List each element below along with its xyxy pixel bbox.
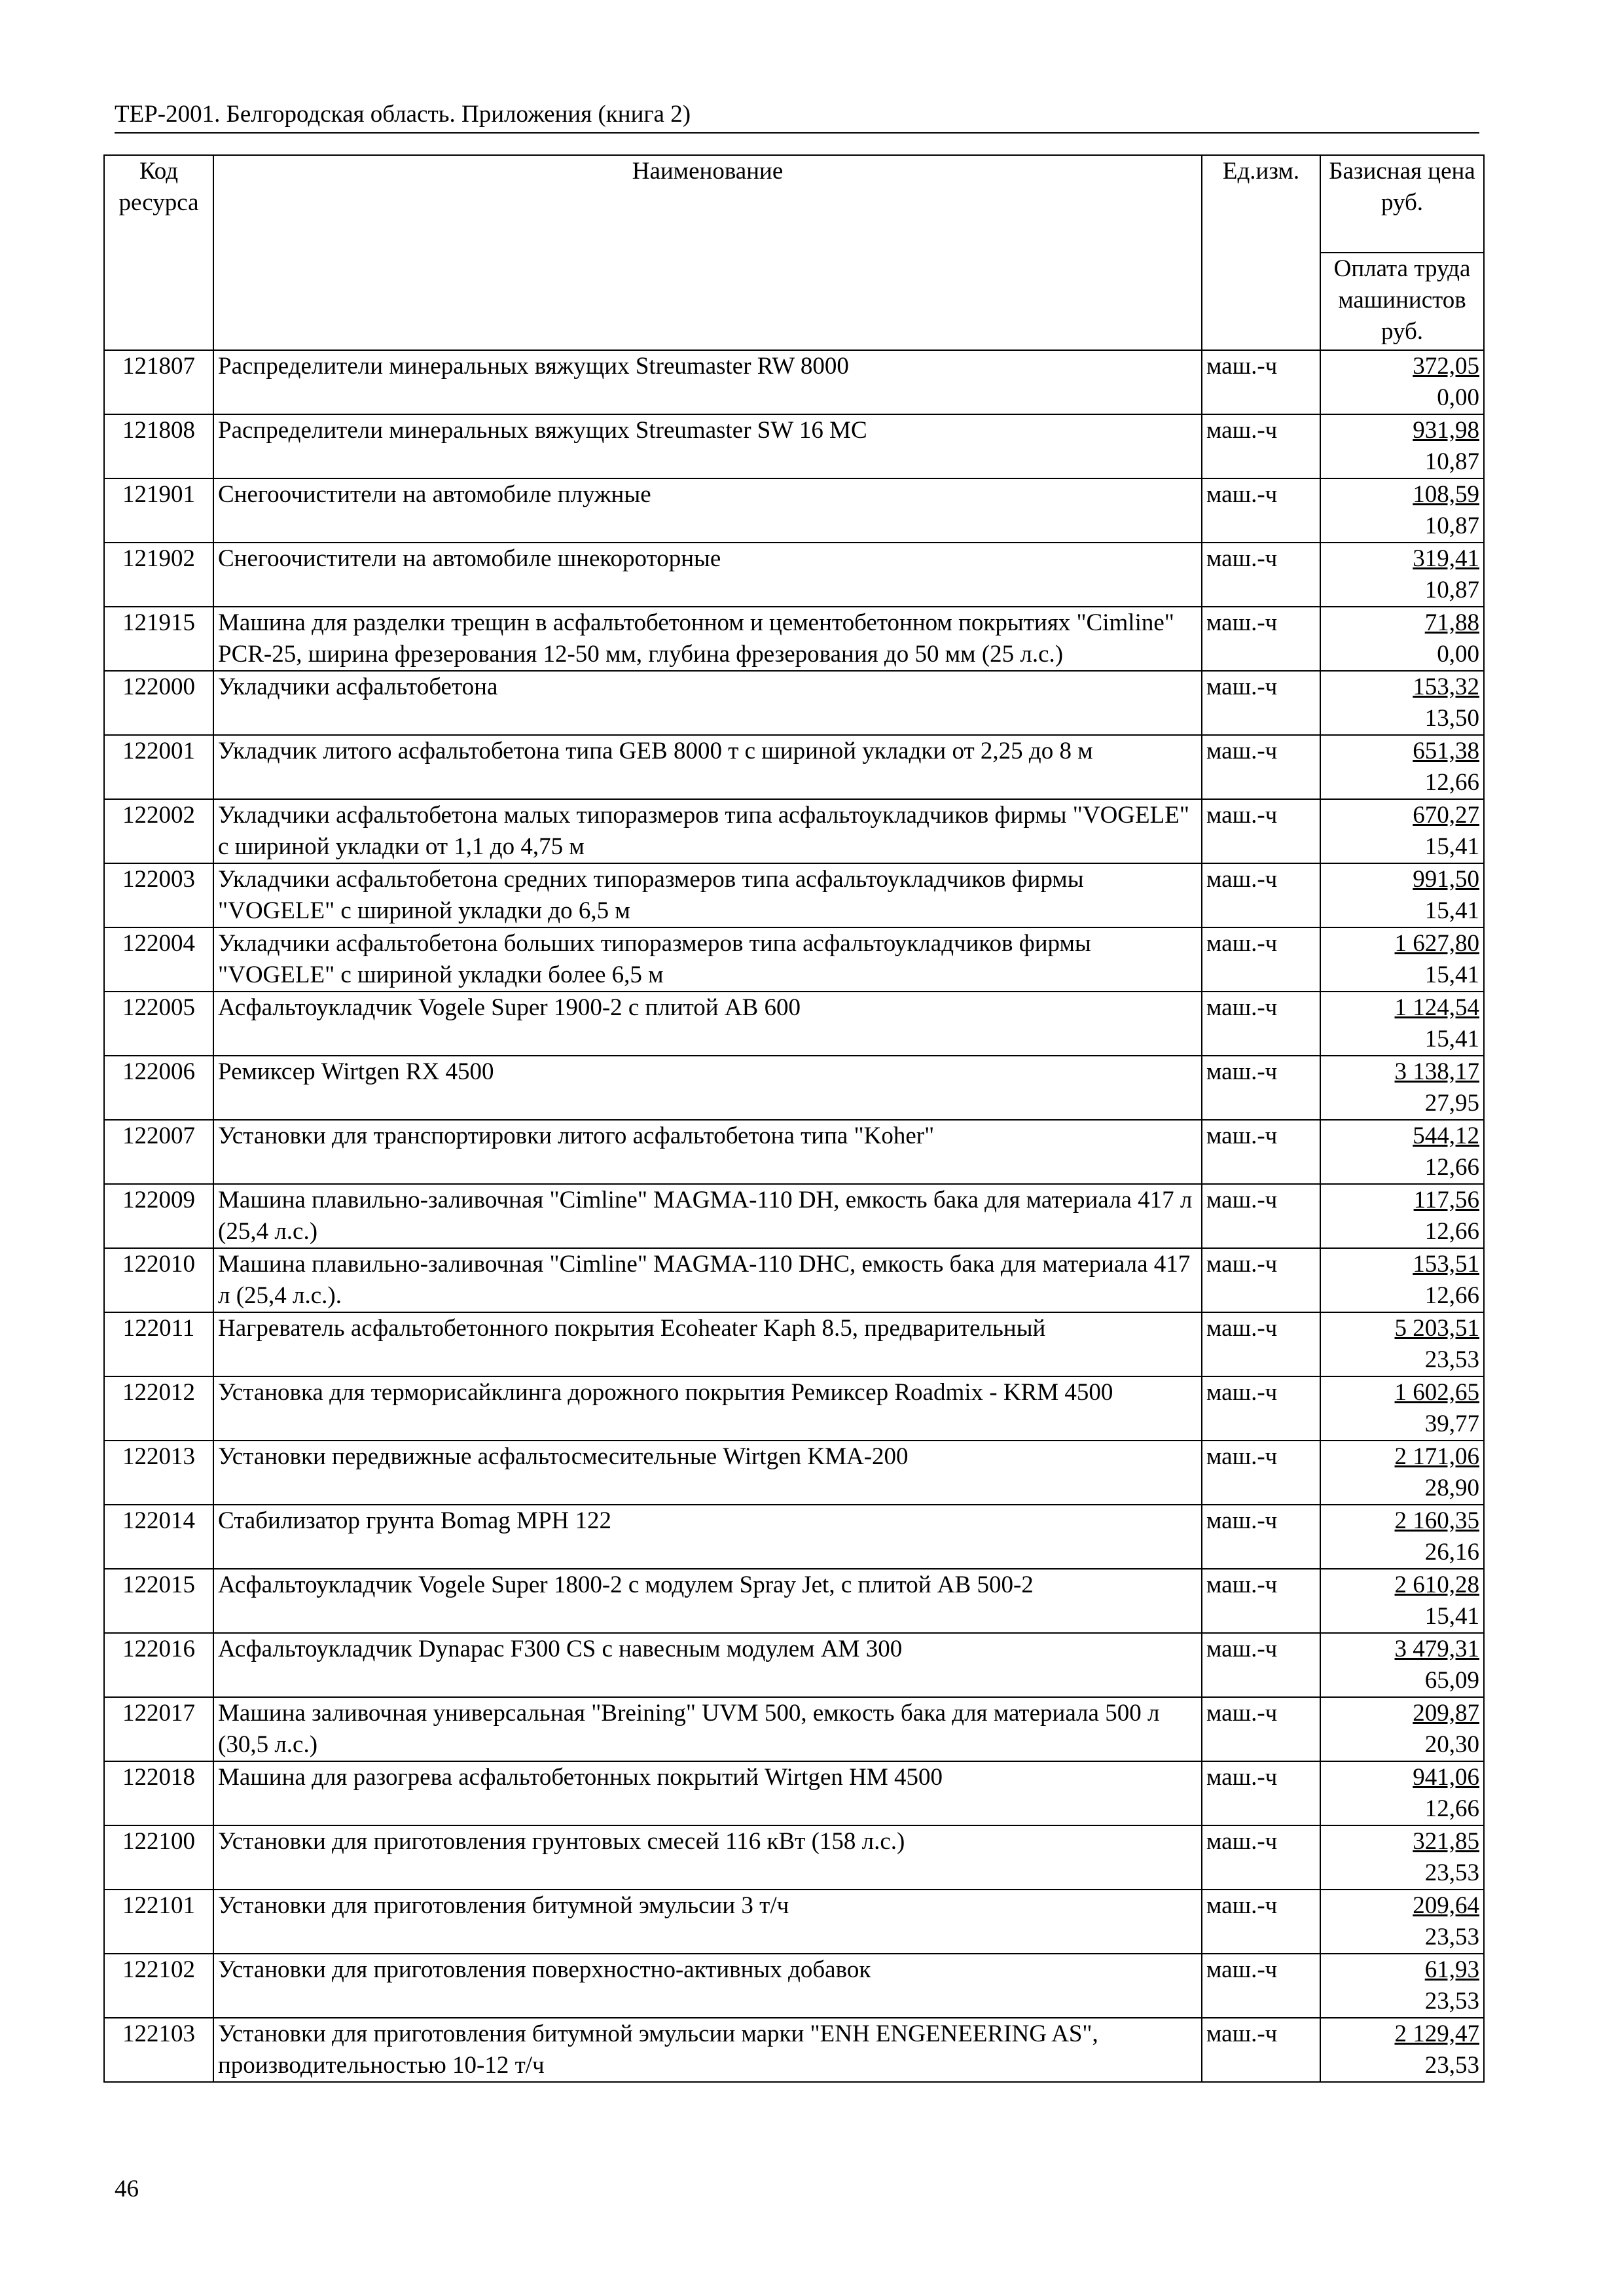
base-price: 321,85	[1413, 1828, 1479, 1855]
resource-prices	[1320, 1825, 1484, 1890]
resource-code: 122010	[104, 1248, 213, 1312]
table-row	[104, 671, 1484, 735]
resource-name: Установки для приготовления поверхностно-активных добавок	[213, 1954, 1202, 2018]
resource-code: 122005	[104, 992, 213, 1056]
base-price: 991,50	[1413, 866, 1479, 893]
resource-code: 122007	[104, 1120, 213, 1184]
table-row	[104, 1248, 1484, 1312]
operator-wage: 13,50	[1424, 705, 1479, 732]
resource-unit: маш.-ч	[1202, 1505, 1320, 1569]
table-row	[104, 1184, 1484, 1248]
resource-unit: маш.-ч	[1202, 863, 1320, 927]
resource-prices	[1320, 1248, 1484, 1312]
resource-name: Укладчик литого асфальтобетона типа GEB 8000 т с шириной укладки от 2,25 до 8 м	[213, 735, 1202, 799]
resource-prices	[1320, 1761, 1484, 1825]
resource-prices	[1320, 1120, 1484, 1184]
resource-unit: маш.-ч	[1202, 414, 1320, 478]
base-price: 1 124,54	[1394, 994, 1479, 1021]
operator-wage: 39,77	[1424, 1410, 1479, 1437]
base-price: 3 479,31	[1394, 1636, 1479, 1662]
operator-wage: 26,16	[1424, 1539, 1479, 1566]
resource-code: 122017	[104, 1697, 213, 1761]
operator-wage: 23,53	[1424, 1924, 1479, 1950]
resource-unit: маш.-ч	[1202, 1120, 1320, 1184]
table-row	[104, 863, 1484, 927]
table-row	[104, 1569, 1484, 1633]
resource-code: 121901	[104, 478, 213, 543]
base-price: 3 138,17	[1394, 1058, 1479, 1085]
operator-wage: 23,53	[1424, 1346, 1479, 1373]
resource-code: 122003	[104, 863, 213, 927]
base-price: 931,98	[1413, 417, 1479, 444]
operator-wage: 10,87	[1424, 512, 1479, 539]
resource-unit: маш.-ч	[1202, 1569, 1320, 1633]
base-price: 372,05	[1413, 353, 1479, 380]
table-row	[104, 350, 1484, 414]
table-row	[104, 1312, 1484, 1376]
base-price: 1 627,80	[1394, 930, 1479, 957]
table-row	[104, 1761, 1484, 1825]
resource-code: 121915	[104, 607, 213, 671]
table-row	[104, 1056, 1484, 1120]
resource-name: Установки передвижные асфальтосмесительные Wirtgen KMA-200	[213, 1441, 1202, 1505]
base-price: 2 129,47	[1394, 2020, 1479, 2047]
page-number: 46	[115, 2176, 139, 2202]
base-price: 651,38	[1413, 738, 1479, 764]
resource-name: Установки для приготовления грунтовых смесей 116 кВт (158 л.с.)	[213, 1825, 1202, 1890]
column-header-wage: Оплата труда машинистов руб.	[1320, 253, 1484, 350]
resource-name: Стабилизатор грунта Bomag MPH 122	[213, 1505, 1202, 1569]
resource-unit: маш.-ч	[1202, 799, 1320, 863]
base-price: 1 602,65	[1394, 1379, 1479, 1406]
operator-wage: 23,53	[1424, 1988, 1479, 2015]
resource-name: Машина заливочная универсальная "Breining" UVM 500, емкость бака для материала 500 л (30,5 л.с.)	[213, 1697, 1202, 1761]
resource-name: Асфальтоукладчик Dynapac F300 CS с навесным модулем AM 300	[213, 1633, 1202, 1697]
resource-prices	[1320, 863, 1484, 927]
table-row	[104, 1825, 1484, 1890]
base-price: 2 610,28	[1394, 1571, 1479, 1598]
resource-unit: маш.-ч	[1202, 992, 1320, 1056]
resource-unit: маш.-ч	[1202, 1312, 1320, 1376]
resource-unit: маш.-ч	[1202, 350, 1320, 414]
resource-code: 122101	[104, 1890, 213, 1954]
resource-code: 121902	[104, 543, 213, 607]
resource-name: Ремиксер Wirtgen RX 4500	[213, 1056, 1202, 1120]
operator-wage: 15,41	[1424, 833, 1479, 860]
resource-unit: маш.-ч	[1202, 1441, 1320, 1505]
resource-prices	[1320, 735, 1484, 799]
resource-name: Асфальтоукладчик Vogele Super 1900-2 с плитой AB 600	[213, 992, 1202, 1056]
resource-name: Установки для транспортировки литого асфальтобетона типа "Koher"	[213, 1120, 1202, 1184]
resource-code: 122016	[104, 1633, 213, 1697]
resource-name: Установки для приготовления битумной эмульсии 3 т/ч	[213, 1890, 1202, 1954]
page-header: ТЕР-2001. Белгородская область. Приложения (книга 2)	[115, 98, 1479, 134]
base-price: 5 203,51	[1394, 1315, 1479, 1342]
resource-code: 122009	[104, 1184, 213, 1248]
operator-wage: 15,41	[1424, 897, 1479, 924]
resource-unit: маш.-ч	[1202, 1376, 1320, 1441]
resource-prices	[1320, 414, 1484, 478]
operator-wage: 23,53	[1424, 1859, 1479, 1886]
operator-wage: 0,00	[1437, 641, 1479, 668]
base-price: 319,41	[1413, 545, 1479, 572]
resource-name: Машина плавильно-заливочная "Cimline" MAGMA-110 DHC, емкость бака для материала 417 л (25,4 л.с.).	[213, 1248, 1202, 1312]
resource-name: Машина плавильно-заливочная "Cimline" MAGMA-110 DH, емкость бака для материала 417 л (25,4 л.с.)	[213, 1184, 1202, 1248]
operator-wage: 0,00	[1437, 384, 1479, 411]
base-price: 2 160,35	[1394, 1507, 1479, 1534]
resource-code: 122018	[104, 1761, 213, 1825]
resource-prices	[1320, 1184, 1484, 1248]
table-row	[104, 543, 1484, 607]
table-row	[104, 1376, 1484, 1441]
resource-unit: маш.-ч	[1202, 607, 1320, 671]
table-row	[104, 414, 1484, 478]
resource-prices	[1320, 1697, 1484, 1761]
operator-wage: 23,53	[1424, 2052, 1479, 2079]
resource-name: Укладчики асфальтобетона больших типоразмеров типа асфальтоукладчиков фирмы "VOGELE" с шириной укладки более 6,5 м	[213, 927, 1202, 992]
resource-unit: маш.-ч	[1202, 1056, 1320, 1120]
operator-wage: 15,41	[1424, 961, 1479, 988]
resource-name: Машина для разделки трещин в асфальтобетонном и цементобетонном покрытиях "Cimline" PCR-25, ширина фрезерования 12-50 мм, глубина фрезерования до 50 мм (25 л.с.)	[213, 607, 1202, 671]
resource-code: 122103	[104, 2018, 213, 2082]
resource-name: Асфальтоукладчик Vogele Super 1800-2 с модулем Spray Jet, с плитой AB 500-2	[213, 1569, 1202, 1633]
operator-wage: 10,87	[1424, 448, 1479, 475]
resource-name: Установки для приготовления битумной эмульсии марки "ENH ENGENEERING AS", производительностью 10-12 т/ч	[213, 2018, 1202, 2082]
base-price: 941,06	[1413, 1764, 1479, 1791]
resource-name: Распределители минеральных вяжущих Streumaster SW 16 MC	[213, 414, 1202, 478]
resource-unit: маш.-ч	[1202, 735, 1320, 799]
resource-code: 121808	[104, 414, 213, 478]
operator-wage: 12,66	[1424, 1795, 1479, 1822]
resource-unit: маш.-ч	[1202, 1633, 1320, 1697]
resource-prices	[1320, 927, 1484, 992]
column-header-unit: Ед.изм.	[1202, 155, 1320, 350]
operator-wage: 12,66	[1424, 769, 1479, 796]
resource-unit: маш.-ч	[1202, 1825, 1320, 1890]
resource-code: 122100	[104, 1825, 213, 1890]
resource-unit: маш.-ч	[1202, 1761, 1320, 1825]
table-row	[104, 927, 1484, 992]
resource-prices	[1320, 543, 1484, 607]
resource-unit: маш.-ч	[1202, 927, 1320, 992]
resource-code: 122102	[104, 1954, 213, 2018]
operator-wage: 65,09	[1424, 1667, 1479, 1694]
resource-code: 122002	[104, 799, 213, 863]
resource-prices	[1320, 2018, 1484, 2082]
resource-prices	[1320, 1954, 1484, 2018]
resource-code: 122015	[104, 1569, 213, 1633]
base-price: 117,56	[1413, 1187, 1479, 1213]
operator-wage: 10,87	[1424, 577, 1479, 603]
column-header-base-price: Базисная цена руб.	[1320, 155, 1484, 253]
operator-wage: 28,90	[1424, 1475, 1479, 1501]
resource-prices	[1320, 992, 1484, 1056]
table-row	[104, 1697, 1484, 1761]
resource-name: Укладчики асфальтобетона	[213, 671, 1202, 735]
resource-prices	[1320, 350, 1484, 414]
resource-name: Снегоочистители на автомобиле шнекороторные	[213, 543, 1202, 607]
operator-wage: 12,66	[1424, 1282, 1479, 1309]
resource-prices	[1320, 1056, 1484, 1120]
table-row	[104, 799, 1484, 863]
resource-code: 122001	[104, 735, 213, 799]
base-price: 153,51	[1413, 1251, 1479, 1278]
table-row	[104, 735, 1484, 799]
resource-code: 121807	[104, 350, 213, 414]
resource-code: 122011	[104, 1312, 213, 1376]
resource-code: 122004	[104, 927, 213, 992]
base-price: 544,12	[1413, 1122, 1479, 1149]
base-price: 61,93	[1424, 1956, 1479, 1983]
table-row	[104, 1954, 1484, 2018]
operator-wage: 15,41	[1424, 1026, 1479, 1052]
resource-prices	[1320, 1441, 1484, 1505]
column-header-name: Наименование	[213, 155, 1202, 350]
resource-table	[103, 154, 1485, 2083]
base-price: 108,59	[1413, 481, 1479, 508]
base-price: 670,27	[1413, 802, 1479, 829]
resource-prices	[1320, 1312, 1484, 1376]
resource-unit: маш.-ч	[1202, 543, 1320, 607]
operator-wage: 27,95	[1424, 1090, 1479, 1117]
table-row	[104, 1633, 1484, 1697]
resource-unit: маш.-ч	[1202, 1954, 1320, 2018]
resource-name: Машина для разогрева асфальтобетонных покрытий Wirtgen HM 4500	[213, 1761, 1202, 1825]
resource-prices	[1320, 1890, 1484, 1954]
base-price: 71,88	[1424, 609, 1479, 636]
resource-prices	[1320, 671, 1484, 735]
resource-unit: маш.-ч	[1202, 1248, 1320, 1312]
operator-wage: 12,66	[1424, 1154, 1479, 1181]
resource-prices	[1320, 799, 1484, 863]
table-row	[104, 607, 1484, 671]
resource-code: 122006	[104, 1056, 213, 1120]
resource-code: 122013	[104, 1441, 213, 1505]
table-row	[104, 1120, 1484, 1184]
operator-wage: 12,66	[1424, 1218, 1479, 1245]
resource-name: Установка для терморисайклинга дорожного покрытия Ремиксер Roadmix - KRM 4500	[213, 1376, 1202, 1441]
resource-prices	[1320, 1376, 1484, 1441]
resource-name: Снегоочистители на автомобиле плужные	[213, 478, 1202, 543]
table-row	[104, 478, 1484, 543]
base-price: 209,87	[1413, 1700, 1479, 1727]
base-price: 2 171,06	[1394, 1443, 1479, 1470]
resource-code: 122014	[104, 1505, 213, 1569]
base-price: 209,64	[1413, 1892, 1479, 1919]
resource-unit: маш.-ч	[1202, 671, 1320, 735]
resource-code: 122000	[104, 671, 213, 735]
resource-unit: маш.-ч	[1202, 478, 1320, 543]
resource-code: 122012	[104, 1376, 213, 1441]
table-row	[104, 1441, 1484, 1505]
table-row	[104, 1505, 1484, 1569]
operator-wage: 20,30	[1424, 1731, 1479, 1758]
resource-unit: маш.-ч	[1202, 1890, 1320, 1954]
table-row	[104, 2018, 1484, 2082]
resource-prices	[1320, 1505, 1484, 1569]
table-row	[104, 1890, 1484, 1954]
resource-name: Укладчики асфальтобетона малых типоразмеров типа асфальтоукладчиков фирмы "VOGELE" с шириной укладки от 1,1 до 4,75 м	[213, 799, 1202, 863]
resource-unit: маш.-ч	[1202, 1697, 1320, 1761]
resource-prices	[1320, 1633, 1484, 1697]
column-header-code: Код ресурса	[104, 155, 213, 350]
resource-name: Распределители минеральных вяжущих Streumaster RW 8000	[213, 350, 1202, 414]
resource-prices	[1320, 607, 1484, 671]
resource-prices	[1320, 1569, 1484, 1633]
resource-name: Нагреватель асфальтобетонного покрытия Ecoheater Kaph 8.5, предварительный	[213, 1312, 1202, 1376]
resource-unit: маш.-ч	[1202, 1184, 1320, 1248]
resource-prices	[1320, 478, 1484, 543]
base-price: 153,32	[1413, 673, 1479, 700]
resource-unit: маш.-ч	[1202, 2018, 1320, 2082]
table-body	[104, 350, 1484, 2082]
resource-name: Укладчики асфальтобетона средних типоразмеров типа асфальтоукладчиков фирмы "VOGELE" с шириной укладки до 6,5 м	[213, 863, 1202, 927]
operator-wage: 15,41	[1424, 1603, 1479, 1630]
table-row	[104, 992, 1484, 1056]
